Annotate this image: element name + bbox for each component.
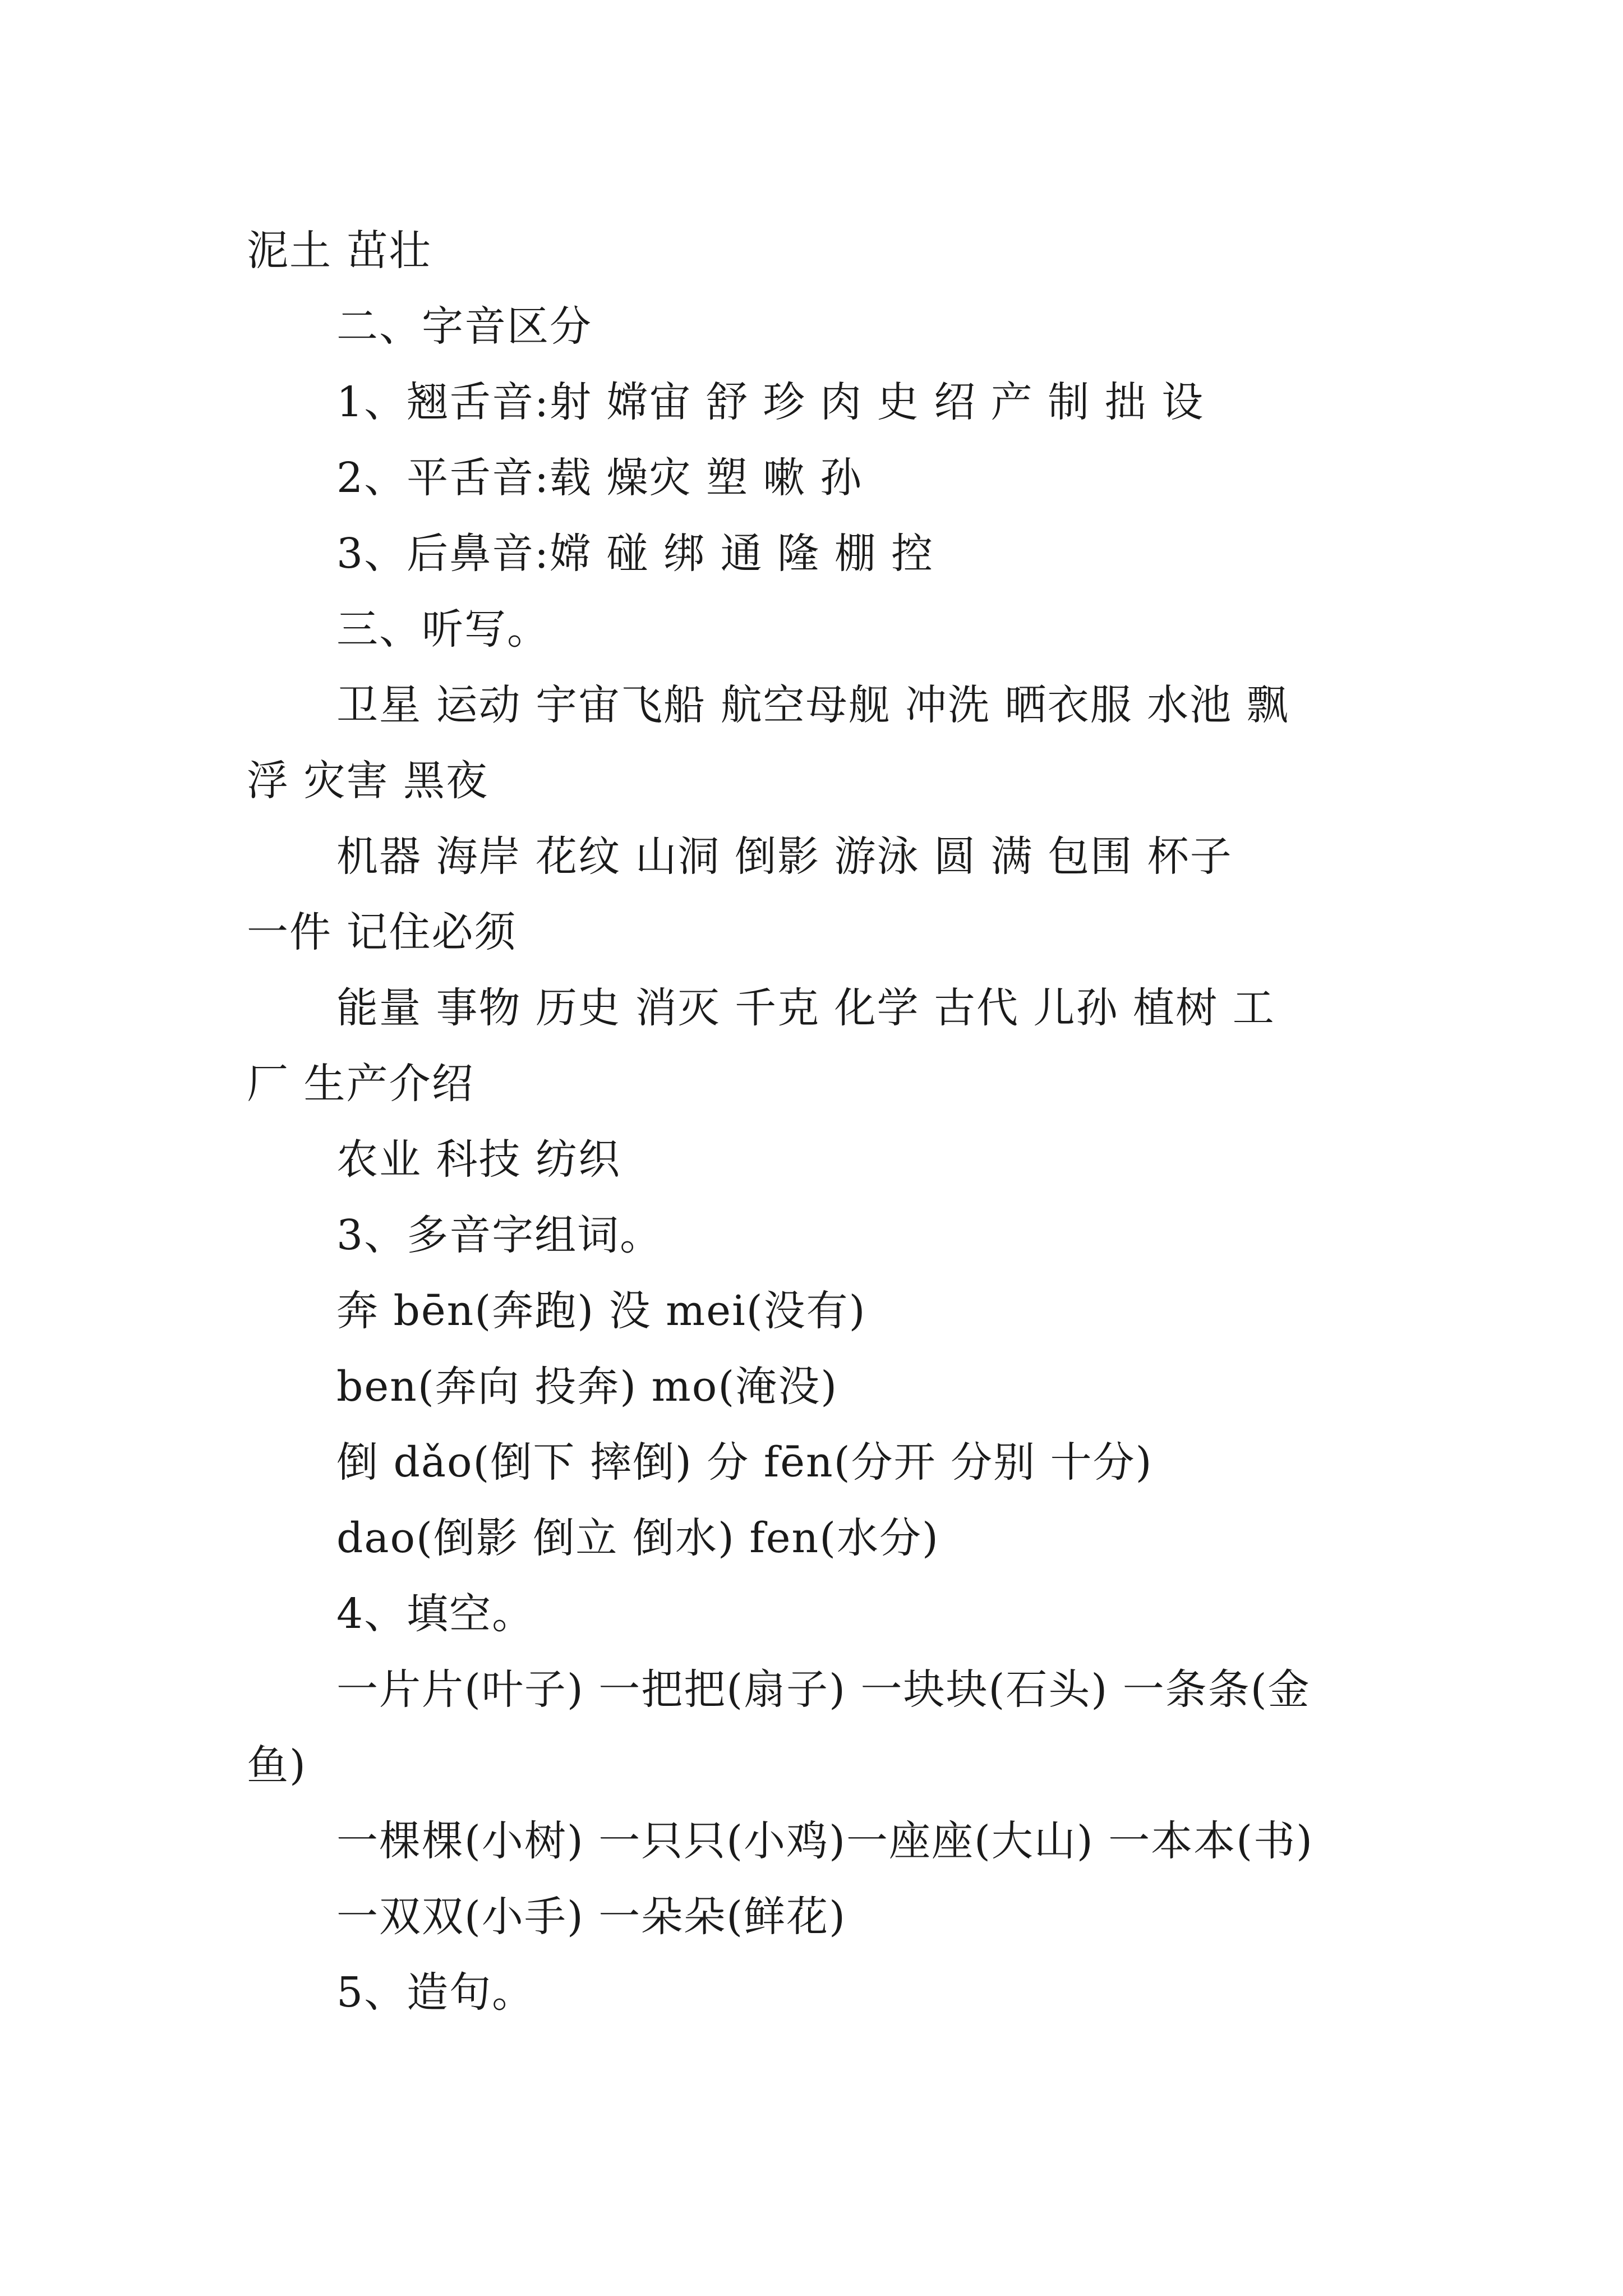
text-line: 机器 海岸 花纹 山洞 倒影 游泳 圆 满 包围 杯子 — [336, 832, 1233, 881]
section-heading: 5、造句。 — [336, 1968, 535, 2017]
text-line: dao(倒影 倒立 倒水) fen(水分) — [336, 1514, 939, 1562]
text-line: 能量 事物 历史 消灭 千克 化学 古代 儿孙 植树 工 — [336, 984, 1275, 1032]
text-line: 2、平舌音:载 燥灾 塑 嗽 孙 — [336, 454, 863, 502]
text-line: 1、翘舌音:射 嫦宙 舒 珍 肉 史 绍 产 制 拙 设 — [336, 378, 1205, 426]
section-heading: 3、多音字组词。 — [336, 1211, 663, 1259]
text-line: 3、后鼻音:嫦 碰 绑 通 隆 棚 控 — [336, 530, 934, 578]
text-line: 一双双(小手) 一朵朵(鲜花) — [336, 1893, 847, 1941]
text-line: 厂 生产介绍 — [247, 1060, 474, 1108]
text-line: ben(奔向 投奔) mo(淹没) — [336, 1363, 838, 1411]
text-line: 一件 记住必须 — [247, 908, 517, 956]
text-line: 倒 dǎo(倒下 摔倒) 分 fēn(分开 分别 十分) — [336, 1438, 1153, 1487]
document-body — [247, 213, 1380, 2031]
section-heading: 三、听写。 — [336, 605, 550, 654]
text-line: 泥土 茁壮 — [247, 227, 432, 275]
text-line: 卫星 运动 宇宙飞船 航空母舰 冲洗 晒衣服 水池 飘 — [336, 681, 1289, 729]
text-line: 一片片(叶子) 一把把(扇子) 一块块(石头) 一条条(金 — [336, 1665, 1311, 1714]
text-line: 一棵棵(小树) 一只只(小鸡)一座座(大山) 一本本(书) — [336, 1817, 1314, 1865]
section-heading: 二、字音区分 — [336, 302, 592, 351]
text-line: 鱼) — [247, 1741, 307, 1789]
text-line: 奔 bēn(奔跑) 没 mei(没有) — [336, 1287, 866, 1335]
text-line: 农业 科技 纺织 — [336, 1135, 621, 1184]
section-heading: 4、填空。 — [336, 1590, 535, 1638]
text-line: 浮 灾害 黑夜 — [247, 757, 489, 805]
